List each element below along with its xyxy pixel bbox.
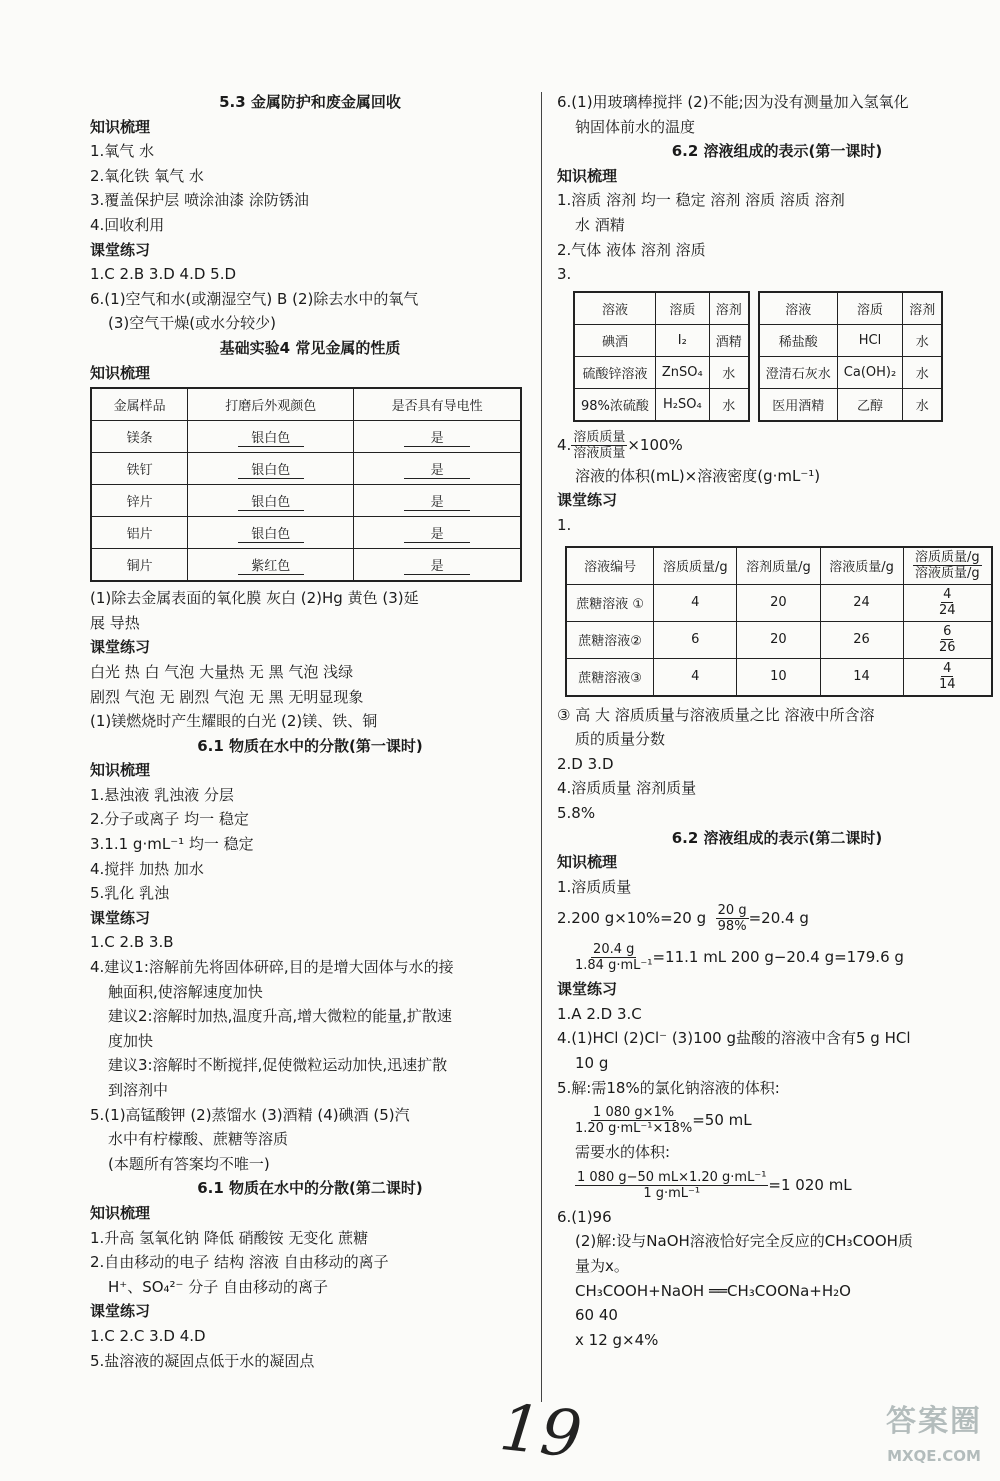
answer-line: 2.自由移动的电子 结构 溶液 自由移动的离子 <box>90 1253 389 1272</box>
answer-line: 1.A 2.D 3.C <box>557 1004 642 1023</box>
subsection-label: 知识梳理 <box>90 1203 151 1222</box>
cell-text: 硫酸锌溶液 <box>582 366 648 382</box>
answer-line: 量为x。 <box>575 1257 629 1276</box>
cell-text: 银白色 <box>238 427 304 447</box>
subsection-label: 课堂练习 <box>90 1302 151 1321</box>
table-cell <box>655 356 709 388</box>
table-header-cell: 溶液 <box>759 292 838 325</box>
table-cell: 4 <box>654 584 737 621</box>
cell-text: 水 <box>722 398 736 414</box>
section-heading: 6.2 溶液组成的表示(第一课时) <box>671 142 883 161</box>
calc-result: =50 mL <box>692 1111 752 1130</box>
cell-text: 水 <box>915 398 929 414</box>
cell-text: 水 <box>915 366 929 382</box>
cell-text: 铁钉 <box>126 463 153 479</box>
calc-line-1 <box>557 899 997 937</box>
fraction <box>939 624 956 655</box>
table-row <box>759 356 942 388</box>
answer-line: ③ 高 大 溶质质量与溶液质量之比 溶液中所含溶 <box>557 705 875 724</box>
subsection-label: 课堂练习 <box>90 638 151 657</box>
table-cell <box>759 324 838 356</box>
answer-line: 3.覆盖保护层 喷涂油漆 涂防锈油 <box>90 191 309 210</box>
table-cell <box>903 388 943 421</box>
table-row <box>91 485 521 517</box>
table-cell <box>709 388 749 421</box>
cell-text: 是 <box>404 523 470 543</box>
table-cell <box>91 453 188 485</box>
table-row <box>574 356 749 388</box>
right-block-6 <box>557 1205 997 1353</box>
numerator: 溶质质量 <box>573 429 626 445</box>
cell-text: 稀盐酸 <box>778 334 818 350</box>
numerator: 4 <box>943 661 952 677</box>
table-cell: 14 <box>820 658 903 696</box>
answer-line: CH₃COOH+NaOH ══CH₃COONa+H₂O <box>575 1281 851 1300</box>
answer-line: 5.乳化 乳浊 <box>90 884 170 903</box>
cell-text: 是 <box>404 555 470 575</box>
table-cell: 4 <box>654 658 737 696</box>
answer-line: 展 导热 <box>90 613 140 632</box>
table-cell: 20 <box>737 584 820 621</box>
fraction <box>575 1105 692 1136</box>
cell-text: 铝片 <box>126 527 153 543</box>
table-header-cell: 溶液质量/g <box>820 547 903 585</box>
answer-line: 4.溶质质量 溶剂质量 <box>557 779 697 798</box>
table-header-cell: 溶质 <box>655 292 709 325</box>
fraction <box>575 942 652 973</box>
right-column <box>557 90 997 1352</box>
answer-line: 5.盐溶液的凝固点低于水的凝固点 <box>90 1351 315 1370</box>
cell-text: 银白色 <box>238 523 304 543</box>
subsection-label: 课堂练习 <box>557 980 618 999</box>
cell-text: 银白色 <box>238 491 304 511</box>
answer-line: 钠固体前水的温度 <box>575 117 696 136</box>
subsection-label: 知识梳理 <box>557 853 618 872</box>
suffix: ×100% <box>627 435 683 454</box>
numerator: 6 <box>943 624 952 640</box>
table-header-cell: 金属样品 <box>91 388 188 421</box>
answer-line: 2.分子或离子 均一 稳定 <box>90 810 249 829</box>
table-cell: 6 <box>654 621 737 658</box>
answer-line: 2.气体 液体 溶剂 溶质 <box>557 240 706 259</box>
table-cell <box>91 485 188 517</box>
answer-line: 水中有柠檬酸、蔗糖等溶质 <box>108 1130 289 1149</box>
table-cell <box>354 421 521 453</box>
table-header-cell: 是否具有导电性 <box>354 388 521 421</box>
subsection-label: 知识梳理 <box>90 761 151 780</box>
denominator: 98% <box>717 919 747 935</box>
fraction <box>575 1170 768 1201</box>
solution-table-b <box>758 291 943 422</box>
right-block-2 <box>557 464 997 538</box>
answer-line: 需要水的体积: <box>575 1143 671 1162</box>
table-header-cell: 溶剂质量/g <box>737 547 820 585</box>
table-cell: 24 <box>820 584 903 621</box>
table-row <box>566 584 992 621</box>
table-row <box>91 549 521 582</box>
answer-line: 3.1.1 g·mL⁻¹ 均一 稳定 <box>90 835 254 854</box>
table-cell <box>709 356 749 388</box>
answer-line: 1.C 2.B 3.D 4.D 5.D <box>90 265 237 284</box>
cell-text: 镁条 <box>126 431 153 447</box>
cell-text: 酒精 <box>715 334 742 350</box>
table-cell <box>354 517 521 549</box>
table-row <box>566 658 992 696</box>
table-cell <box>188 453 354 485</box>
cell-text: 是 <box>404 427 470 447</box>
answer-line: 触面积,使溶解速度加快 <box>108 982 263 1001</box>
section-heading: 基础实验4 常见金属的性质 <box>219 338 401 357</box>
denominator: 26 <box>939 640 956 656</box>
answer-line: 2.D 3.D <box>557 754 614 773</box>
table-cell <box>903 356 943 388</box>
fraction <box>939 661 956 692</box>
handwritten-page-number: 19 <box>496 1390 586 1474</box>
table-row <box>566 621 992 658</box>
subsection-label: 课堂练习 <box>557 491 618 510</box>
table-cell <box>709 324 749 356</box>
answer-line: 5.(1)高锰酸钾 (2)蒸馏水 (3)酒精 (4)碘酒 (5)汽 <box>90 1105 410 1124</box>
table-row <box>574 388 749 421</box>
table-header-cell: 打磨后外观颜色 <box>188 388 354 421</box>
table-cell <box>903 584 992 621</box>
cell-text: I₂ <box>677 332 687 348</box>
table-row <box>759 388 942 421</box>
cell-text: H₂SO₄ <box>662 396 702 412</box>
table-row <box>91 453 521 485</box>
table-cell <box>903 621 992 658</box>
table-cell: 蔗糖溶液② <box>566 621 654 658</box>
numerator: 20.4 g <box>593 942 635 958</box>
numerator: 4 <box>943 587 952 603</box>
answer-line: 1.氧气 水 <box>90 142 155 161</box>
answer-line: 6.(1)96 <box>557 1207 612 1226</box>
calc-result: =20.4 g <box>748 909 809 928</box>
answer-line: 60 40 <box>575 1306 618 1325</box>
solution-tables <box>573 291 997 422</box>
subsection-label: 知识梳理 <box>90 363 151 382</box>
cell-text: 澄清石灰水 <box>765 366 831 382</box>
calc-result: =11.1 mL 200 g−20.4 g=179.6 g <box>652 948 904 967</box>
denominator: 溶液质量 <box>573 445 626 461</box>
denominator: 14 <box>939 677 956 693</box>
table-row <box>91 421 521 453</box>
table-cell: 蔗糖溶液 ① <box>566 584 654 621</box>
table-cell <box>188 549 354 582</box>
answer-line: 1.C 2.C 3.D 4.D <box>90 1326 206 1345</box>
section-heading: 5.3 金属防护和废金属回收 <box>219 93 401 111</box>
left-block-2 <box>90 586 530 1373</box>
table-cell: 20 <box>737 621 820 658</box>
fraction <box>716 903 749 934</box>
section-heading: 6.1 物质在水中的分散(第二课时) <box>197 1179 423 1198</box>
item-number: 4. <box>557 435 572 454</box>
cell-text: 水 <box>915 334 929 350</box>
table-cell <box>574 388 655 421</box>
section-heading: 6.1 物质在水中的分散(第一课时) <box>197 736 423 755</box>
answer-line: x 12 g×4% <box>575 1330 659 1349</box>
table-header-cell: 溶剂 <box>903 292 943 325</box>
table-header-cell <box>903 547 992 585</box>
answer-line: 4.建议1:溶解前先将固体研碎,目的是增大固体与水的接 <box>90 958 454 977</box>
cell-text: 乙醇 <box>856 398 883 414</box>
answer-line: 3. <box>557 265 572 284</box>
table-cell <box>354 549 521 582</box>
denominator: 1 g·mL⁻¹ <box>643 1185 701 1201</box>
answer-line: 1.溶质 溶剂 均一 稳定 溶剂 溶质 溶质 溶剂 <box>557 191 845 210</box>
answer-line: (1)镁燃烧时产生耀眼的白光 (2)镁、铁、铜 <box>90 712 378 731</box>
cell-text: 银白色 <box>238 459 304 479</box>
subsection-label: 知识梳理 <box>557 166 618 185</box>
answer-line: 10 g <box>575 1054 609 1073</box>
answer-line: (本题所有答案均不唯一) <box>108 1154 270 1173</box>
table-row <box>574 324 749 356</box>
cell-text: 紫红色 <box>238 555 304 575</box>
cell-text: 碘酒 <box>601 334 628 350</box>
right-block-5 <box>557 1140 997 1165</box>
answer-line: 1.溶质质量 <box>557 877 632 896</box>
denominator: 24 <box>939 603 956 619</box>
answer-line: 建议2:溶解时加热,温度升高,增大微粒的能量,扩散速 <box>108 1007 452 1026</box>
answer-line: 1. <box>557 515 572 534</box>
numerator: 1 080 g×1% <box>593 1105 675 1121</box>
answer-line: 5.解:需18%的氯化钠溶液的体积: <box>557 1078 780 1097</box>
denominator: 1.84 g·mL⁻¹ <box>575 958 653 974</box>
right-block-4 <box>557 977 997 1100</box>
table-cell <box>903 324 943 356</box>
solution-table-a <box>573 291 750 422</box>
table-cell: 26 <box>820 621 903 658</box>
table-cell: 蔗糖溶液③ <box>566 658 654 696</box>
table-header-cell: 溶液编号 <box>566 547 654 585</box>
table-row <box>759 324 942 356</box>
watermark-logo <box>870 1405 998 1475</box>
fraction <box>939 587 956 618</box>
watermark-url: MXQE.COM <box>887 1447 981 1465</box>
answer-line: H⁺、SO₄²⁻ 分子 自由移动的离子 <box>108 1277 329 1296</box>
table-cell <box>354 485 521 517</box>
table-header-cell: 溶液 <box>574 292 655 325</box>
calc-line-2 <box>557 937 997 977</box>
table-cell <box>759 388 838 421</box>
left-block-1 <box>90 90 530 385</box>
table-row <box>91 517 521 549</box>
answer-line: 水 酒精 <box>575 215 625 234</box>
table-header-cell: 溶剂 <box>709 292 749 325</box>
mass-fraction-formula <box>557 426 997 464</box>
answer-line: (1)除去金属表面的氧化膜 灰白 (2)Hg 黄色 (3)延 <box>90 589 419 608</box>
section-heading: 6.2 溶液组成的表示(第二课时) <box>671 828 883 847</box>
cell-text: 医用酒精 <box>772 398 825 414</box>
answer-line: 质的质量分数 <box>575 730 666 749</box>
fraction <box>913 550 982 581</box>
denominator: 溶液质量/g <box>914 566 980 582</box>
metals-table <box>90 387 522 582</box>
cell-text: 98%浓硫酸 <box>581 398 649 414</box>
answer-line: 2.氧化铁 氧气 水 <box>90 166 204 185</box>
denominator: 1.20 g·mL⁻¹×18% <box>575 1121 693 1137</box>
cell-text: Ca(OH)₂ <box>843 364 897 380</box>
table-cell <box>354 453 521 485</box>
answer-line: 4.搅拌 加热 加水 <box>90 859 204 878</box>
table-cell <box>91 517 188 549</box>
calc-text: 2.200 g×10%=20 g <box>557 909 707 928</box>
right-block-1 <box>557 90 997 287</box>
answer-line: 1.悬浊液 乳浊液 分层 <box>90 785 234 804</box>
table-cell <box>655 324 709 356</box>
table-cell <box>655 388 709 421</box>
subsection-label: 知识梳理 <box>90 117 151 136</box>
table-header-cell: 溶质 <box>837 292 902 325</box>
table-cell <box>91 549 188 582</box>
cell-text: 水 <box>722 366 736 382</box>
numerator: 20 g <box>717 903 747 919</box>
cell-text: 锌片 <box>126 495 153 511</box>
table-cell <box>837 388 902 421</box>
answer-line: 4.回收利用 <box>90 215 165 234</box>
table-cell: 10 <box>737 658 820 696</box>
cell-text: 铜片 <box>126 559 153 575</box>
fraction <box>571 430 627 461</box>
answer-line: 白光 热 白 气泡 大量热 无 黑 气泡 浅绿 <box>90 662 354 681</box>
answer-line: 到溶剂中 <box>108 1081 169 1099</box>
cell-text: HCl <box>858 332 882 348</box>
answer-line: 5.8% <box>557 803 596 822</box>
answer-line: 剧烈 气泡 无 剧烈 气泡 无 黑 无明显现象 <box>90 687 364 706</box>
table-cell <box>903 658 992 696</box>
watermark-text: 答案圈 <box>886 1404 982 1439</box>
answer-line: (3)空气干燥(或水分较少) <box>108 314 276 333</box>
subsection-label: 课堂练习 <box>90 240 151 259</box>
table-cell <box>91 421 188 453</box>
answer-line: 6.(1)空气和水(或潮湿空气) B (2)除去水中的氧气 <box>90 289 419 308</box>
table-cell <box>188 517 354 549</box>
calc-line-3 <box>557 1100 997 1140</box>
cell-text: 是 <box>404 459 470 479</box>
table-cell <box>188 485 354 517</box>
table-cell <box>759 356 838 388</box>
table-cell <box>574 324 655 356</box>
mass-table <box>565 546 993 697</box>
subsection-label: 课堂练习 <box>90 908 151 927</box>
answer-line: (2)解:设与NaOH溶液恰好完全反应的CH₃COOH质 <box>575 1232 913 1251</box>
calc-result: =1 020 mL <box>768 1175 852 1194</box>
table-cell <box>837 324 902 356</box>
answer-line: 1.升高 氢氧化钠 降低 硝酸铵 无变化 蔗糖 <box>90 1228 369 1247</box>
column-divider <box>541 92 542 1402</box>
cell-text: ZnSO₄ <box>661 364 703 380</box>
cell-text: 是 <box>404 491 470 511</box>
answer-line: 6.(1)用玻璃棒搅拌 (2)不能;因为没有测量加入氢氧化 <box>557 93 909 111</box>
answer-line: 建议3:溶解时不断搅拌,促使微粒运动加快,迅速扩散 <box>108 1056 448 1075</box>
answer-line: 4.(1)HCl (2)Cl⁻ (3)100 g盐酸的溶液中含有5 g HCl <box>557 1029 911 1048</box>
numerator: 1 080 g−50 mL×1.20 g·mL⁻¹ <box>577 1169 767 1185</box>
answer-line: 度加快 <box>108 1031 154 1050</box>
table-cell <box>574 356 655 388</box>
numerator: 溶质质量/g <box>914 550 980 566</box>
table-header-cell: 溶质质量/g <box>654 547 737 585</box>
right-block-3 <box>557 703 997 900</box>
table-cell <box>188 421 354 453</box>
calc-line-4 <box>557 1165 997 1205</box>
left-column <box>90 90 530 1373</box>
table-cell <box>837 356 902 388</box>
answer-line: 1.C 2.B 3.B <box>90 933 174 952</box>
answer-line: 溶液的体积(mL)×溶液密度(g·mL⁻¹) <box>575 466 821 485</box>
